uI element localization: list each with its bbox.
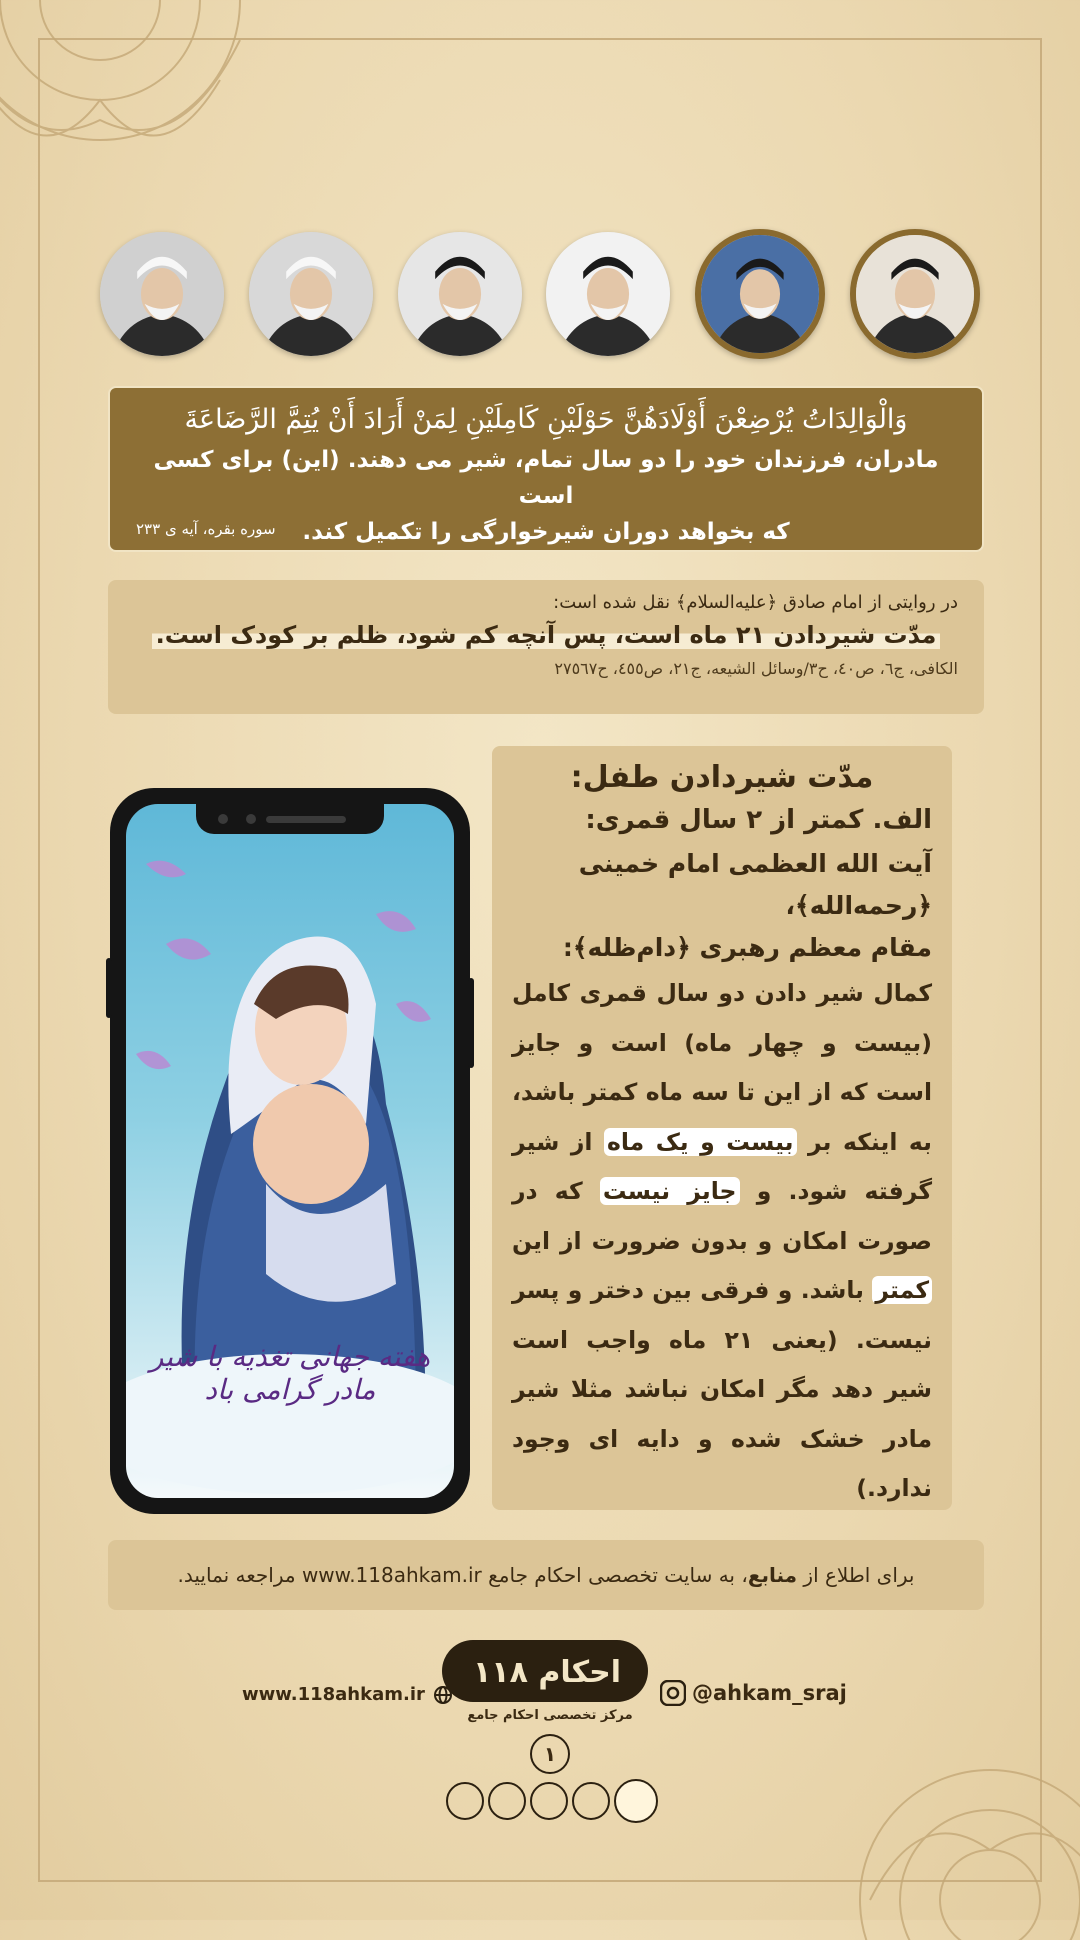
globe-icon — [433, 1685, 453, 1705]
poster-caption: هفته جهانی تغذیه با شیر مادر گرامی باد — [149, 1340, 431, 1406]
scholar-6-avatar — [100, 232, 224, 356]
website-link[interactable] — [242, 1684, 453, 1705]
social-app-icon — [660, 1680, 686, 1706]
scholar-1-avatar — [850, 229, 980, 359]
quran-verse-box — [108, 386, 984, 552]
phone-screen — [126, 804, 454, 1498]
verse-translation-line-2: که بخواهد دوران شیرخوارگی را تکمیل کند. — [302, 519, 790, 545]
page-dot[interactable] — [446, 1782, 484, 1820]
ahkam-logo — [438, 1632, 656, 1710]
hadith-intro: در روایتی از امام صادق ﴿علیه‌السلام﴾ نقل شده است: — [553, 592, 958, 613]
highlight-less: کمتر — [872, 1276, 932, 1304]
hadith-text — [134, 621, 958, 649]
page-dot[interactable] — [614, 1779, 658, 1823]
ruling-authority-1: آیت الله العظمی امام خمینی ﴿رحمه‌الله﴾، — [578, 849, 932, 920]
mandala-ornament-bottom-right — [800, 1700, 1080, 1940]
logo-subtitle: مرکز تخصصی احکام جامع — [467, 1708, 633, 1723]
website-text[interactable]: www.118ahkam.ir — [242, 1684, 425, 1705]
hadith-reference: الکافی، ج٦، ص٤٠، ح٣/وسائل الشیعه، ج٢١، ص٤٥٥، ح٢٧٥٦٧ — [554, 659, 958, 678]
mandala-ornament-top-left — [0, 0, 340, 220]
sources-link-text[interactable]: ، به سایت تخصصی احکام جامع www.118ahkam.ir مراجعه نمایید. — [177, 1563, 748, 1587]
sources-note: برای اطلاع از منابع ، به سایت تخصصی احکام جامع www.118ahkam.ir مراجعه نمایید. — [108, 1540, 984, 1610]
verse-source: سوره بقره، آیه ی ۲۳۳ — [136, 520, 276, 538]
phone-notch — [196, 804, 384, 834]
page-dot[interactable] — [572, 1782, 610, 1820]
scholar-2-avatar — [695, 229, 825, 359]
hadith-text-highlight: مدّت شیردادن ۲۱ ماه است، پس آنچه کم شود، ظلم بر کودک است. — [152, 621, 941, 649]
scholar-5-avatar — [249, 232, 373, 356]
ruling-box — [492, 746, 952, 1510]
highlight-21-months: بیست و یک ماه — [604, 1128, 797, 1156]
ruling-title: مدّت شیردادن طفل: — [570, 760, 874, 795]
verse-arabic: وَالْوَالِدَاتُ يُرْضِعْنَ أَوْلَادَهُنَّ حَوْلَيْنِ كَامِلَيْنِ لِمَنْ أَرَادَ أَنْ يُتِمَّ الرَّضَاعَةَ — [184, 404, 908, 435]
verse-translation-line-1: مادران، فرزندان خود را دو سال تمام، شیر می دهند. (این) برای کسی است — [153, 447, 939, 509]
social-handle[interactable] — [660, 1680, 847, 1706]
svg-text:۱۱۸ احکام: ۱۱۸ احکام — [473, 1655, 621, 1690]
page-dot[interactable] — [530, 1782, 568, 1820]
pagination-dots — [446, 1782, 658, 1823]
phone-mockup — [110, 788, 470, 1514]
ruling-authority-2: مقام معظم رهبری ﴿دام‌ظله﴾: — [562, 933, 932, 962]
hadith-box — [108, 580, 984, 714]
ruling-subtitle: الف. کمتر از ۲ سال قمری: — [585, 805, 932, 835]
scholar-4-avatar — [398, 232, 522, 356]
sources-bold: منابع — [747, 1563, 798, 1587]
ruling-body: کمال شیر دادن دو سال قمری کامل (بیست و چهار ماه) است و جایز است که از این تا سه ماه کمتر باشد، به اینکه بر بیست و یک ماه از شیر گرفته شود. و جایز نیست که در صورت امکان و بدون ضرورت از این کمتر باشد. و فرقی بین دختر و پسر نیست. (یعنی ۲۱ ماه واجب است شیر دهد مگر امکان نباشد مثلا شیر مادر خشک شده و دایه ای وجود ندارد.) — [512, 979, 933, 1502]
page-dot[interactable] — [488, 1782, 526, 1820]
page-number: ١ — [530, 1734, 570, 1774]
scholar-3-avatar — [546, 232, 670, 356]
scholars-row — [100, 232, 980, 362]
handle-text[interactable]: @ahkam_sraj — [692, 1681, 847, 1705]
highlight-not-allowed: جایز نیست — [600, 1177, 740, 1205]
